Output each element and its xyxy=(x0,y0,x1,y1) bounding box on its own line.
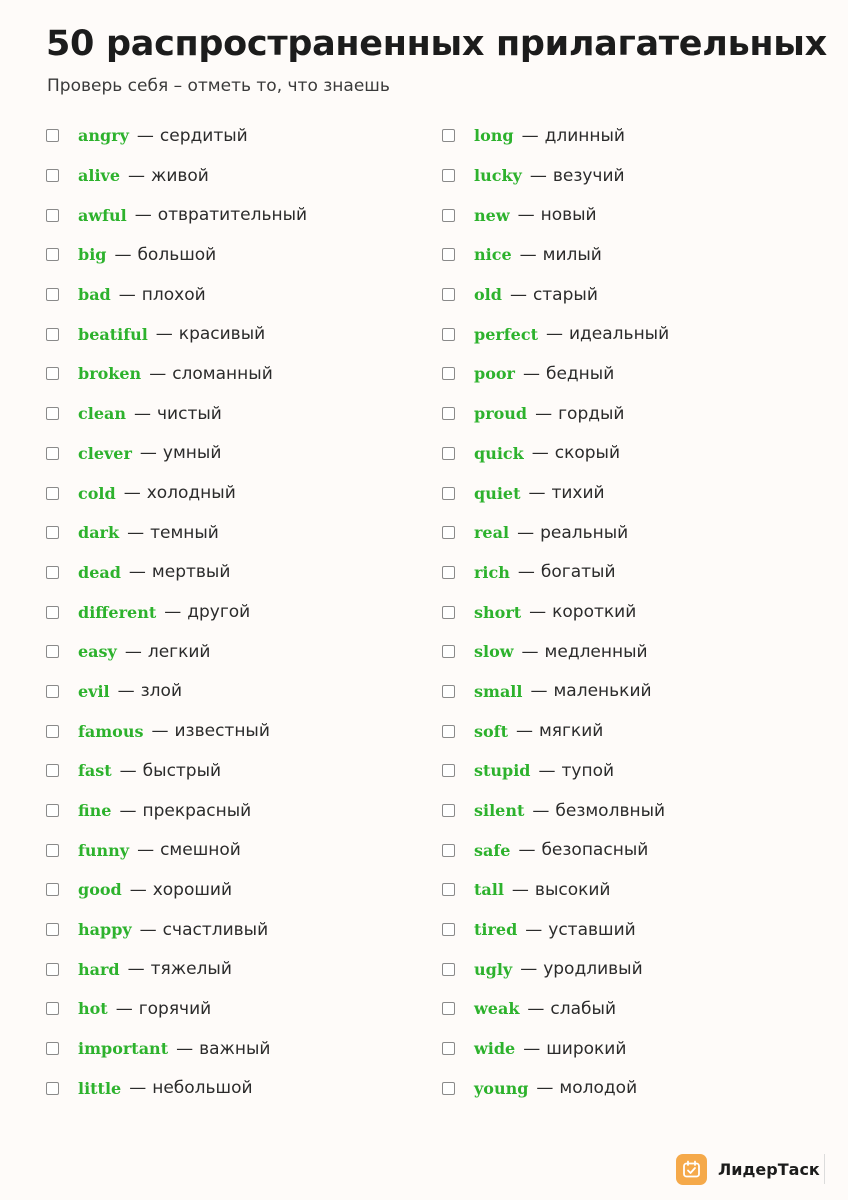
list-item xyxy=(442,1069,669,1109)
checkbox[interactable] xyxy=(46,963,59,976)
checkbox[interactable] xyxy=(442,645,455,658)
separator: — xyxy=(127,522,145,543)
english-word: perfect xyxy=(474,324,538,344)
list-item xyxy=(46,195,307,235)
separator: — xyxy=(519,244,537,265)
english-word: funny xyxy=(78,840,130,860)
separator: — xyxy=(115,998,133,1019)
checkbox[interactable] xyxy=(46,328,59,341)
list-item xyxy=(442,989,669,1029)
checkbox[interactable] xyxy=(442,923,455,936)
english-word: fine xyxy=(78,801,112,821)
checkbox[interactable] xyxy=(46,447,59,460)
separator: — xyxy=(129,879,147,900)
list-item xyxy=(46,1069,307,1109)
russian-translation: сломанный xyxy=(172,363,273,384)
english-word: angry xyxy=(78,126,129,146)
separator: — xyxy=(155,324,173,345)
list-item xyxy=(46,1029,307,1069)
russian-translation: сердитый xyxy=(159,125,248,146)
russian-translation: легкий xyxy=(147,641,211,662)
russian-translation: высокий xyxy=(534,879,611,900)
separator: — xyxy=(517,522,535,543)
english-word: short xyxy=(474,602,522,622)
russian-translation: живой xyxy=(151,165,209,186)
brand-divider xyxy=(824,1154,825,1184)
list-item xyxy=(46,354,307,394)
checkbox[interactable] xyxy=(442,606,455,619)
list-item xyxy=(442,592,669,632)
english-word: famous xyxy=(78,721,144,741)
separator: — xyxy=(129,1078,147,1099)
separator: — xyxy=(119,760,137,781)
russian-translation: тупой xyxy=(561,760,615,781)
russian-translation: злой xyxy=(140,681,182,702)
word-list-left xyxy=(46,116,307,1108)
list-item xyxy=(46,711,307,751)
list-item xyxy=(442,830,669,870)
separator: — xyxy=(515,721,533,742)
list-item xyxy=(442,354,669,394)
checkbox[interactable] xyxy=(442,526,455,539)
page-title: 50 распространенных прилагательных xyxy=(46,24,827,64)
list-item xyxy=(46,632,307,672)
separator: — xyxy=(523,1038,541,1059)
page-subtitle: Проверь себя – отметь то, что знаешь xyxy=(47,76,390,96)
english-word: young xyxy=(474,1078,529,1098)
english-word: cold xyxy=(78,483,116,503)
checkbox[interactable] xyxy=(442,487,455,500)
english-word: tall xyxy=(474,880,504,900)
checkbox[interactable] xyxy=(46,288,59,301)
checkbox[interactable] xyxy=(46,844,59,857)
english-word: good xyxy=(78,880,122,900)
checkbox[interactable] xyxy=(442,764,455,777)
english-word: poor xyxy=(474,364,515,384)
english-word: awful xyxy=(78,205,127,225)
russian-translation: красивый xyxy=(178,324,266,345)
checkbox[interactable] xyxy=(442,129,455,142)
russian-translation: важный xyxy=(199,1038,271,1059)
separator: — xyxy=(522,363,540,384)
checkbox[interactable] xyxy=(442,844,455,857)
checkbox[interactable] xyxy=(442,367,455,380)
calendar-check-icon xyxy=(676,1154,707,1185)
russian-translation: темный xyxy=(150,522,219,543)
english-word: quiet xyxy=(474,483,521,503)
checkbox[interactable] xyxy=(46,1042,59,1055)
separator: — xyxy=(139,443,157,464)
separator: — xyxy=(117,681,135,702)
list-item xyxy=(46,235,307,275)
list-item xyxy=(442,513,669,553)
english-word: hot xyxy=(78,999,108,1019)
checkbox[interactable] xyxy=(46,606,59,619)
separator: — xyxy=(149,363,167,384)
separator: — xyxy=(521,641,539,662)
separator: — xyxy=(127,959,145,980)
separator: — xyxy=(532,800,550,821)
separator: — xyxy=(119,800,137,821)
separator: — xyxy=(529,602,547,623)
english-word: hard xyxy=(78,959,120,979)
list-item xyxy=(46,989,307,1029)
russian-translation: небольшой xyxy=(152,1078,253,1099)
checkbox[interactable] xyxy=(442,1002,455,1015)
brand-name: ЛидерТаск xyxy=(718,1160,820,1179)
russian-translation: богатый xyxy=(540,562,616,583)
english-word: alive xyxy=(78,166,120,186)
separator: — xyxy=(176,1038,194,1059)
checkbox[interactable] xyxy=(46,1082,59,1095)
separator: — xyxy=(136,125,154,146)
russian-translation: плохой xyxy=(141,284,206,305)
checkbox[interactable] xyxy=(442,685,455,698)
list-item xyxy=(46,791,307,831)
english-word: big xyxy=(78,245,107,265)
list-item xyxy=(46,513,307,553)
checkbox[interactable] xyxy=(442,883,455,896)
english-word: small xyxy=(474,681,523,701)
russian-translation: большой xyxy=(137,244,217,265)
separator: — xyxy=(521,125,539,146)
list-item xyxy=(46,870,307,910)
english-word: new xyxy=(474,205,510,225)
english-word: important xyxy=(78,1039,169,1059)
separator: — xyxy=(546,324,563,345)
english-word: nice xyxy=(474,245,512,265)
russian-translation: идеальный xyxy=(569,324,670,345)
list-item xyxy=(46,434,307,474)
list-item xyxy=(442,394,669,434)
russian-translation: уродливый xyxy=(543,959,643,980)
russian-translation: медленный xyxy=(544,641,648,662)
checkbox[interactable] xyxy=(46,129,59,142)
checkbox[interactable] xyxy=(46,248,59,261)
separator: — xyxy=(137,840,155,861)
separator: — xyxy=(114,244,132,265)
checkbox[interactable] xyxy=(46,725,59,738)
english-word: easy xyxy=(78,642,117,662)
english-word: clean xyxy=(78,404,126,424)
checkbox[interactable] xyxy=(46,487,59,500)
checkbox[interactable] xyxy=(442,1082,455,1095)
list-item xyxy=(442,791,669,831)
checkbox[interactable] xyxy=(46,764,59,777)
checkbox[interactable] xyxy=(46,804,59,817)
russian-translation: холодный xyxy=(146,483,236,504)
english-word: little xyxy=(78,1078,122,1098)
english-word: weak xyxy=(474,999,520,1019)
russian-translation: скорый xyxy=(554,443,621,464)
russian-translation: безмолвный xyxy=(555,800,666,821)
checkbox[interactable] xyxy=(442,407,455,420)
russian-translation: длинный xyxy=(544,125,625,146)
separator: — xyxy=(520,959,538,980)
english-word: silent xyxy=(474,801,525,821)
list-item xyxy=(442,275,669,315)
separator: — xyxy=(128,562,146,583)
checkbox[interactable] xyxy=(46,367,59,380)
separator: — xyxy=(535,403,553,424)
english-word: soft xyxy=(474,721,508,741)
russian-translation: бедный xyxy=(545,363,615,384)
separator: — xyxy=(536,1078,554,1099)
separator: — xyxy=(509,284,527,305)
english-word: happy xyxy=(78,920,132,940)
english-word: quick xyxy=(474,443,524,463)
list-item xyxy=(46,314,307,354)
list-item xyxy=(46,116,307,156)
russian-translation: слабый xyxy=(550,998,616,1019)
list-item xyxy=(46,553,307,593)
separator: — xyxy=(531,443,549,464)
list-item xyxy=(46,592,307,632)
russian-translation: мягкий xyxy=(538,721,604,742)
russian-translation: старый xyxy=(532,284,598,305)
english-word: fast xyxy=(78,761,112,781)
list-item xyxy=(442,553,669,593)
list-item xyxy=(46,473,307,513)
list-item xyxy=(442,156,669,196)
russian-translation: хороший xyxy=(152,879,233,900)
english-word: safe xyxy=(474,840,511,860)
russian-translation: умный xyxy=(162,443,222,464)
russian-translation: отвратительный xyxy=(157,205,308,226)
russian-translation: реальный xyxy=(540,522,629,543)
separator: — xyxy=(529,165,547,186)
separator: — xyxy=(151,721,169,742)
checkbox[interactable] xyxy=(46,526,59,539)
brand-logo xyxy=(676,1154,820,1185)
separator: — xyxy=(123,483,141,504)
english-word: old xyxy=(474,285,502,305)
list-item xyxy=(442,910,669,950)
checkbox[interactable] xyxy=(46,923,59,936)
separator: — xyxy=(527,998,545,1019)
checkbox[interactable] xyxy=(442,288,455,301)
list-item xyxy=(442,195,669,235)
separator: — xyxy=(134,205,152,226)
list-item xyxy=(442,314,669,354)
list-item xyxy=(46,394,307,434)
checkbox[interactable] xyxy=(46,883,59,896)
russian-translation: горячий xyxy=(138,998,212,1019)
checkbox[interactable] xyxy=(46,407,59,420)
separator: — xyxy=(538,760,556,781)
separator: — xyxy=(530,681,548,702)
english-word: proud xyxy=(474,404,528,424)
checkbox[interactable] xyxy=(46,645,59,658)
separator: — xyxy=(134,403,151,424)
separator: — xyxy=(124,641,142,662)
english-word: rich xyxy=(474,562,510,582)
separator: — xyxy=(517,205,535,226)
english-word: different xyxy=(78,602,157,622)
list-item xyxy=(46,672,307,712)
checkbox[interactable] xyxy=(46,209,59,222)
list-item xyxy=(46,949,307,989)
english-word: beatiful xyxy=(78,324,148,344)
russian-translation: безопасный xyxy=(541,840,649,861)
english-word: ugly xyxy=(474,959,513,979)
russian-translation: известный xyxy=(174,721,270,742)
english-word: long xyxy=(474,126,514,146)
russian-translation: мертвый xyxy=(151,562,231,583)
english-word: real xyxy=(474,523,510,543)
separator: — xyxy=(518,840,536,861)
separator: — xyxy=(118,284,136,305)
russian-translation: чистый xyxy=(157,403,222,424)
english-word: slow xyxy=(474,642,514,662)
russian-translation: прекрасный xyxy=(142,800,252,821)
english-word: evil xyxy=(78,681,110,701)
checkbox[interactable] xyxy=(442,447,455,460)
english-word: stupid xyxy=(474,761,531,781)
separator: — xyxy=(511,879,529,900)
separator: — xyxy=(528,483,546,504)
list-item xyxy=(46,156,307,196)
separator: — xyxy=(525,919,543,940)
checkbox[interactable] xyxy=(442,328,455,341)
separator: — xyxy=(128,165,145,186)
russian-translation: уставший xyxy=(548,919,636,940)
checkbox[interactable] xyxy=(442,248,455,261)
english-word: dead xyxy=(78,562,121,582)
checkbox[interactable] xyxy=(442,566,455,579)
english-word: dark xyxy=(78,523,120,543)
list-item xyxy=(442,949,669,989)
russian-translation: милый xyxy=(542,244,602,265)
checkbox[interactable] xyxy=(442,725,455,738)
russian-translation: новый xyxy=(540,205,597,226)
checkbox[interactable] xyxy=(442,169,455,182)
list-item xyxy=(442,235,669,275)
list-item xyxy=(442,870,669,910)
list-item xyxy=(442,751,669,791)
list-item xyxy=(46,910,307,950)
list-item xyxy=(442,434,669,474)
list-item xyxy=(442,116,669,156)
checkbox[interactable] xyxy=(442,804,455,817)
english-word: tired xyxy=(474,920,518,940)
word-list-right xyxy=(442,116,669,1108)
separator: — xyxy=(164,602,182,623)
russian-translation: другой xyxy=(187,602,251,623)
russian-translation: гордый xyxy=(558,403,625,424)
list-item xyxy=(442,672,669,712)
separator: — xyxy=(139,919,157,940)
list-item xyxy=(46,275,307,315)
english-word: bad xyxy=(78,285,111,305)
list-item xyxy=(442,711,669,751)
checkbox[interactable] xyxy=(442,209,455,222)
english-word: wide xyxy=(474,1039,516,1059)
russian-translation: везучий xyxy=(552,165,625,186)
russian-translation: тяжелый xyxy=(150,959,232,980)
checkbox[interactable] xyxy=(442,963,455,976)
calendar-check-svg xyxy=(682,1160,701,1179)
list-item xyxy=(46,751,307,791)
checkbox[interactable] xyxy=(46,1002,59,1015)
russian-translation: широкий xyxy=(546,1038,627,1059)
checkbox[interactable] xyxy=(46,169,59,182)
list-item xyxy=(442,1029,669,1069)
list-item xyxy=(442,473,669,513)
list-item xyxy=(442,632,669,672)
separator: — xyxy=(517,562,535,583)
english-word: broken xyxy=(78,364,142,384)
russian-translation: тихий xyxy=(551,483,605,504)
russian-translation: маленький xyxy=(553,681,652,702)
checkbox[interactable] xyxy=(46,685,59,698)
checkbox[interactable] xyxy=(442,1042,455,1055)
russian-translation: счастливый xyxy=(162,919,269,940)
russian-translation: быстрый xyxy=(142,760,222,781)
russian-translation: короткий xyxy=(552,602,637,623)
english-word: clever xyxy=(78,443,132,463)
english-word: lucky xyxy=(474,166,522,186)
russian-translation: смешной xyxy=(160,840,241,861)
checkbox[interactable] xyxy=(46,566,59,579)
russian-translation: молодой xyxy=(559,1078,638,1099)
list-item xyxy=(46,830,307,870)
